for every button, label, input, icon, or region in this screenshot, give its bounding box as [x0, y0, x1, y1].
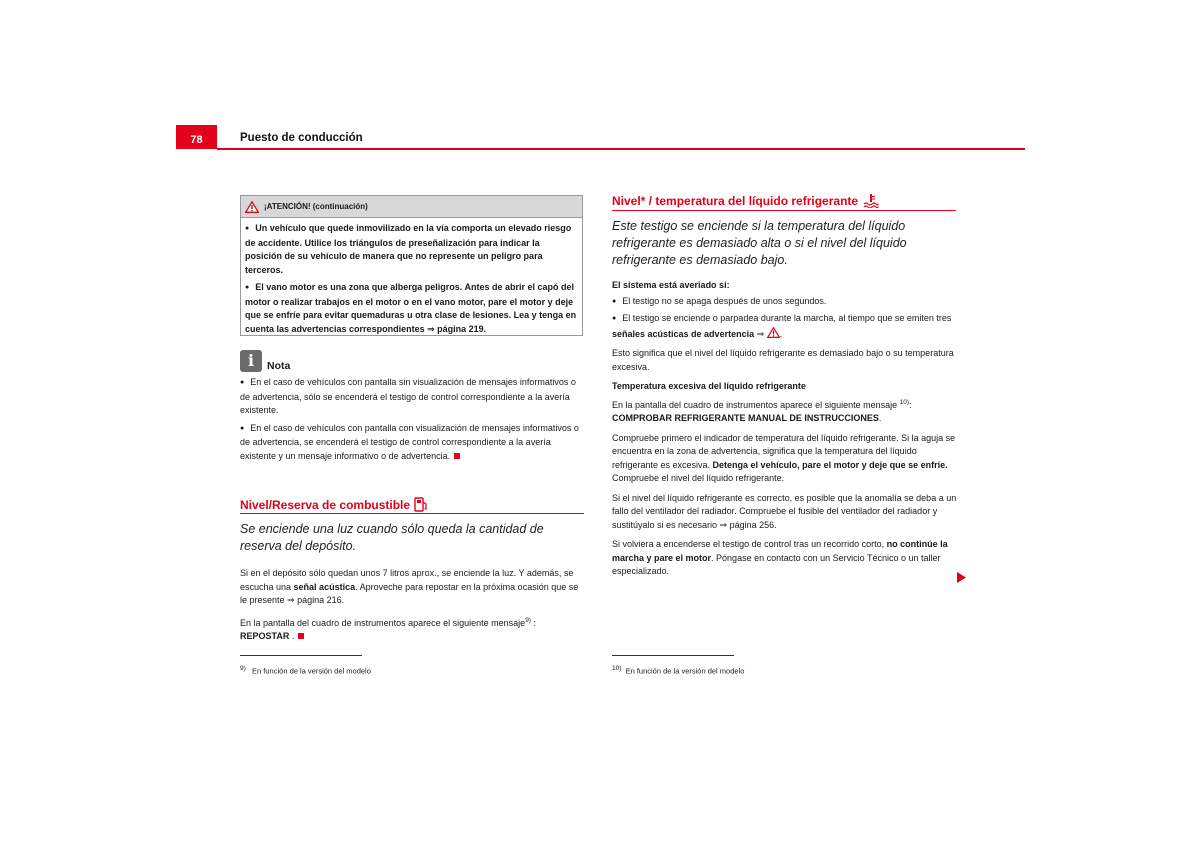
nota-header	[240, 350, 290, 372]
text-bold: no continúe la marcha y pare el motor	[612, 539, 948, 563]
coolant-section-rule	[612, 210, 956, 211]
temp-paragraph-2	[612, 432, 958, 486]
text-run: Si volviera a encenderse el testigo de control tras un recorrido corto,	[612, 539, 887, 549]
fuel-section-rule	[240, 513, 584, 514]
footnote-text: En función de la versión del modelo	[625, 666, 745, 676]
fuel-title-text: Nivel/Reserva de combustible	[240, 497, 411, 512]
temp-paragraph-3: Si el nivel del líquido refrigerante es correcto, es posible que la anomalía se deba a un fallo del ventilador del radiador. Compruebe el fusible del ventilador del radiador y sustitúyalo si es necesario ⇒ página 256.	[612, 492, 957, 530]
text-run: .	[878, 413, 882, 423]
footnote-rule	[612, 655, 734, 656]
warning-triangle-icon	[245, 201, 259, 213]
warning-title: ¡ATENCIÓN! (continuación)	[264, 202, 368, 211]
info-icon: i	[240, 350, 262, 372]
fuel-body	[240, 567, 585, 650]
footnote-mark: 9)	[240, 665, 246, 672]
warning-bullet: ● Un vehículo que quede inmovilizado en la vía comporta un elevado riesgo de accidente. Utilice los triángulos de preseñalización para indicar la posición de su vehículo de manera que no represente un peligro para terceros.	[245, 222, 577, 277]
text-run: .	[289, 631, 295, 641]
footnote-rule	[240, 655, 362, 656]
warning-body	[241, 218, 582, 336]
text-run: En la pantalla del cuadro de instrumentos aparece el siguiente mensaje	[240, 617, 526, 628]
page-header-title: Puesto de conducción	[240, 132, 363, 144]
end-square-icon	[454, 453, 460, 459]
end-square-icon	[298, 633, 304, 639]
text-bold: señal acústica	[293, 581, 356, 592]
text-bold: Detenga el vehículo, pare el motor y deje que se enfríe.	[712, 459, 948, 470]
text-run: ● El testigo se enciende o parpadea durante la marcha, al tiempo que se emiten tres	[612, 313, 951, 323]
temp-paragraph-4	[612, 538, 958, 579]
nota-bullet: ● En el caso de vehículos con pantalla sin visualización de mensajes informativos o de advertencia, sólo se encenderá el testigo de control correspondiente a la avería existente.	[240, 376, 585, 418]
text-bold: COMPROBAR REFRIGERANTE MANUAL DE INSTRUCCIONES	[612, 413, 879, 423]
fuel-section-title	[240, 497, 428, 512]
warning-bullet: ● El vano motor es una zona que alberga peligros. Antes de abrir el capó del motor o realizar trabajos en el motor o en el vano motor, pare el motor y deje que se enfríe para evitar quemaduras u otra clase de lesiones. Lea y tenga en cuenta las advertencias correspondientes ⇒ página 219.	[245, 281, 577, 336]
text-run: :	[530, 617, 536, 628]
text-bold: REPOSTAR	[240, 631, 290, 641]
text-run: . Póngase en contacto con un Servicio Técnico o un taller especializado.	[612, 552, 941, 576]
text-run: :	[909, 399, 912, 410]
text-run: Si en el depósito sólo quedan unos 7 litros aprox., se enciende la luz. Y además, se escucha una	[240, 568, 574, 592]
text-run: Compruebe el nivel del líquido refrigerante.	[612, 473, 785, 483]
next-page-arrow-icon	[957, 572, 966, 583]
fuel-paragraph-2	[240, 614, 585, 644]
coolant-intro: Este testigo se enciende si la temperatura del líquido refrigerante es demasiado alta o si el nivel del líquido refrigerante es demasiado bajo.	[612, 219, 907, 267]
coolant-section-title	[612, 193, 879, 208]
fault-bullet: ● El testigo no se apaga después de unos segundos.	[612, 295, 958, 310]
text-run: En la pantalla del cuadro de instrumentos aparece el siguiente mensaje	[612, 399, 900, 410]
text-run: .	[779, 328, 783, 339]
fault-bullet-2	[612, 312, 958, 341]
nota-bullet-2	[240, 422, 585, 464]
text-run: Compruebe primero el indicador de temperatura del líquido refrigerante. Si la aguja se encuentra en la zona de advertencia, significa que la temperatura del líquido refrigerante es excesiva.	[612, 432, 956, 470]
footnote-text: En función de la versión del modelo	[252, 666, 371, 676]
coolant-title-text: Nivel* / temperatura del líquido refrigerante	[612, 193, 859, 208]
footnote-ref: 9)	[525, 616, 531, 624]
nota-bullet-text: ● En el caso de vehículos con pantalla con visualización de mensajes informativos o de advertencia, se encenderá el testigo de control correspondiente a la avería existente y un mensaje informativo o de advertencia.	[240, 423, 579, 461]
fuel-pump-icon	[414, 497, 428, 512]
meaning-paragraph: Esto significa que el nivel del líquido refrigerante es demasiado bajo o su temperatura excesiva.	[612, 348, 954, 372]
warning-triangle-icon	[767, 327, 780, 338]
warning-header	[241, 196, 582, 218]
nota-body	[240, 376, 585, 467]
fault-heading: El sistema está averiado si:	[612, 280, 730, 290]
fuel-intro: Se enciende una luz cuando sólo queda la cantidad de reserva del depósito.	[240, 522, 544, 553]
header-rule	[217, 148, 1025, 150]
text-run: . Aproveche para repostar en la próxima ocasión que se le presente ⇒ página 216.	[240, 581, 579, 605]
text-bold: señales acústicas de advertencia	[612, 328, 755, 339]
coolant-temperature-icon	[863, 193, 879, 208]
footnote-right	[612, 665, 744, 676]
fuel-paragraph-1	[240, 567, 585, 608]
temp-paragraph-1	[612, 396, 958, 426]
footnote-left	[240, 665, 371, 676]
text-run: ⇒	[754, 328, 767, 339]
page-number: 78	[176, 125, 217, 149]
coolant-body	[612, 279, 958, 585]
nota-label: Nota	[267, 360, 291, 372]
footnote-ref: 10)	[899, 398, 910, 406]
warning-box	[240, 195, 583, 336]
footnote-mark: 10)	[612, 665, 622, 672]
temp-heading: Temperatura excesiva del líquido refrigerante	[612, 381, 806, 391]
